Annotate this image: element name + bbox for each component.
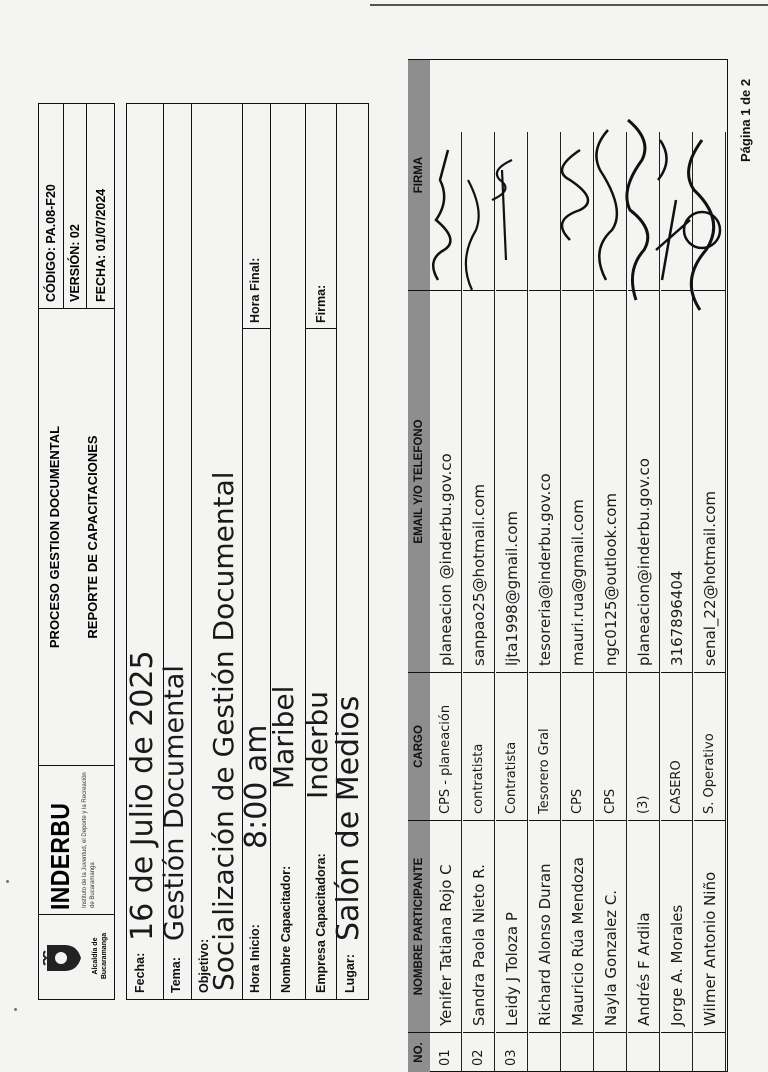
participant-name: Nayla Gonzalez C. — [595, 820, 626, 1032]
participant-contact: tesoreria@inderbu.gov.co — [529, 290, 560, 672]
row-number — [562, 1032, 593, 1072]
rotated-document — [38, 60, 768, 1066]
city-logo-text: Alcaldía de Bucaramanga — [92, 932, 108, 980]
participant-role: CASERO — [661, 672, 692, 820]
participant-contact: ljta1998@gmail.com — [496, 290, 527, 672]
column-header: CARGO — [408, 672, 430, 820]
capacitador-label: Nombre Capacitador: — [279, 865, 293, 993]
institute-name: Instituto de la Juventud, el Deporte y la Recreación de Bucaramanga — [82, 772, 96, 908]
participant-role: Tesorero Gral — [529, 672, 560, 820]
column-header: EMAIL Y/O TELEFONO — [408, 290, 430, 672]
tema-label: Tema: — [169, 957, 183, 993]
participant-name: Richard Alonso Duran — [529, 820, 560, 1032]
scan-speck — [14, 1008, 17, 1011]
participant-role: (3) — [628, 672, 659, 820]
participant-role: Contratista — [496, 672, 527, 820]
column-header: NOMBRE PARTICIPANTE — [408, 820, 430, 1032]
objetivo-value: Socialización de Gestión Documental — [207, 471, 240, 991]
participant-contact: sanpao25@hotmail.com — [463, 290, 494, 672]
empresa-label: Empresa Capacitadora: — [314, 853, 328, 993]
document-version: VERSIÓN: 02 — [68, 224, 82, 302]
participant-contact: senal_22@hotmail.com — [694, 290, 725, 672]
participant-role: contratista — [463, 672, 494, 820]
hora-inicio-value: 8:00 am — [239, 724, 274, 849]
participant-name: Jorge A. Morales — [661, 820, 692, 1032]
participant-name: Mauricio Rúa Mendoza — [562, 820, 593, 1032]
document-date: FECHA: 01/07/2024 — [94, 188, 108, 302]
fecha-label: Fecha: — [133, 952, 147, 993]
participant-role: CPS — [562, 672, 593, 820]
column-header: NO. — [408, 1032, 430, 1072]
participant-name: Leidy J Toloza P — [496, 820, 527, 1032]
fecha-value: 16 de Julio de 2025 — [125, 650, 160, 941]
page-number: Página 1 de 2 — [738, 78, 753, 162]
document-header — [38, 60, 115, 1000]
row-number: 03 — [496, 1032, 527, 1072]
participant-name: Andrés F Ardila — [628, 820, 659, 1032]
date-cell — [86, 103, 115, 309]
empresa-value: Inderbu — [301, 690, 334, 799]
coat-of-arms-icon — [43, 941, 83, 975]
participant-contact: mauri.rua@gmail.com — [562, 290, 593, 672]
row-number — [628, 1032, 659, 1072]
city-logo-cell — [38, 914, 115, 1000]
row-number — [661, 1032, 692, 1072]
row-number: 01 — [430, 1032, 461, 1072]
participant-role: CPS — [595, 672, 626, 820]
objetivo-label: Objetivo: — [197, 938, 211, 993]
training-info-form — [126, 103, 369, 1000]
lugar-label: Lugar: — [343, 954, 357, 993]
signature-scribbles — [430, 60, 730, 320]
inderbu-logo-cell — [38, 765, 115, 915]
document-code: CÓDIGO: PA.08-F20 — [44, 184, 58, 302]
version-cell — [63, 103, 87, 309]
scan-speck — [6, 880, 9, 883]
hora-inicio-label: Hora Inicio: — [248, 924, 262, 993]
report-title: REPORTE DE CAPACITACIONES — [85, 435, 100, 639]
tema-value: Gestión Documental — [159, 665, 190, 941]
participant-contact: planeacion @inderbu.gov.co — [430, 290, 461, 672]
row-number — [529, 1032, 560, 1072]
participant-contact: ngc0125@outlook.com — [595, 290, 626, 672]
code-cell — [38, 103, 64, 309]
row-number — [595, 1032, 626, 1072]
row-number: 02 — [463, 1032, 494, 1072]
process-title: PROCESO GESTION DOCUMENTAL — [47, 425, 62, 649]
participant-name: Sandra Paola Nieto R. — [463, 820, 494, 1032]
firma-label: Firma: — [314, 284, 328, 323]
scan-edge-line — [370, 4, 768, 6]
column-header: FIRMA — [408, 59, 430, 290]
lugar-value: Salón de Medios — [331, 695, 366, 941]
hora-final-label: Hora Final: — [248, 257, 262, 323]
participant-role: CPS - planeación — [430, 672, 461, 820]
capacitador-value: Maribel — [267, 685, 300, 789]
title-cell — [38, 308, 115, 766]
inderbu-logo: INDERBU — [45, 802, 75, 910]
participant-name: Yenifer Tatiana Rojo C — [430, 820, 461, 1032]
row-number — [694, 1032, 725, 1072]
participant-contact: 3167896404 — [661, 290, 692, 672]
participant-role: S. Operativo — [694, 672, 725, 820]
participant-name: Wilmer Antonio Niño — [694, 820, 725, 1032]
participant-contact: planeacion@inderbu.gov.co — [628, 290, 659, 672]
